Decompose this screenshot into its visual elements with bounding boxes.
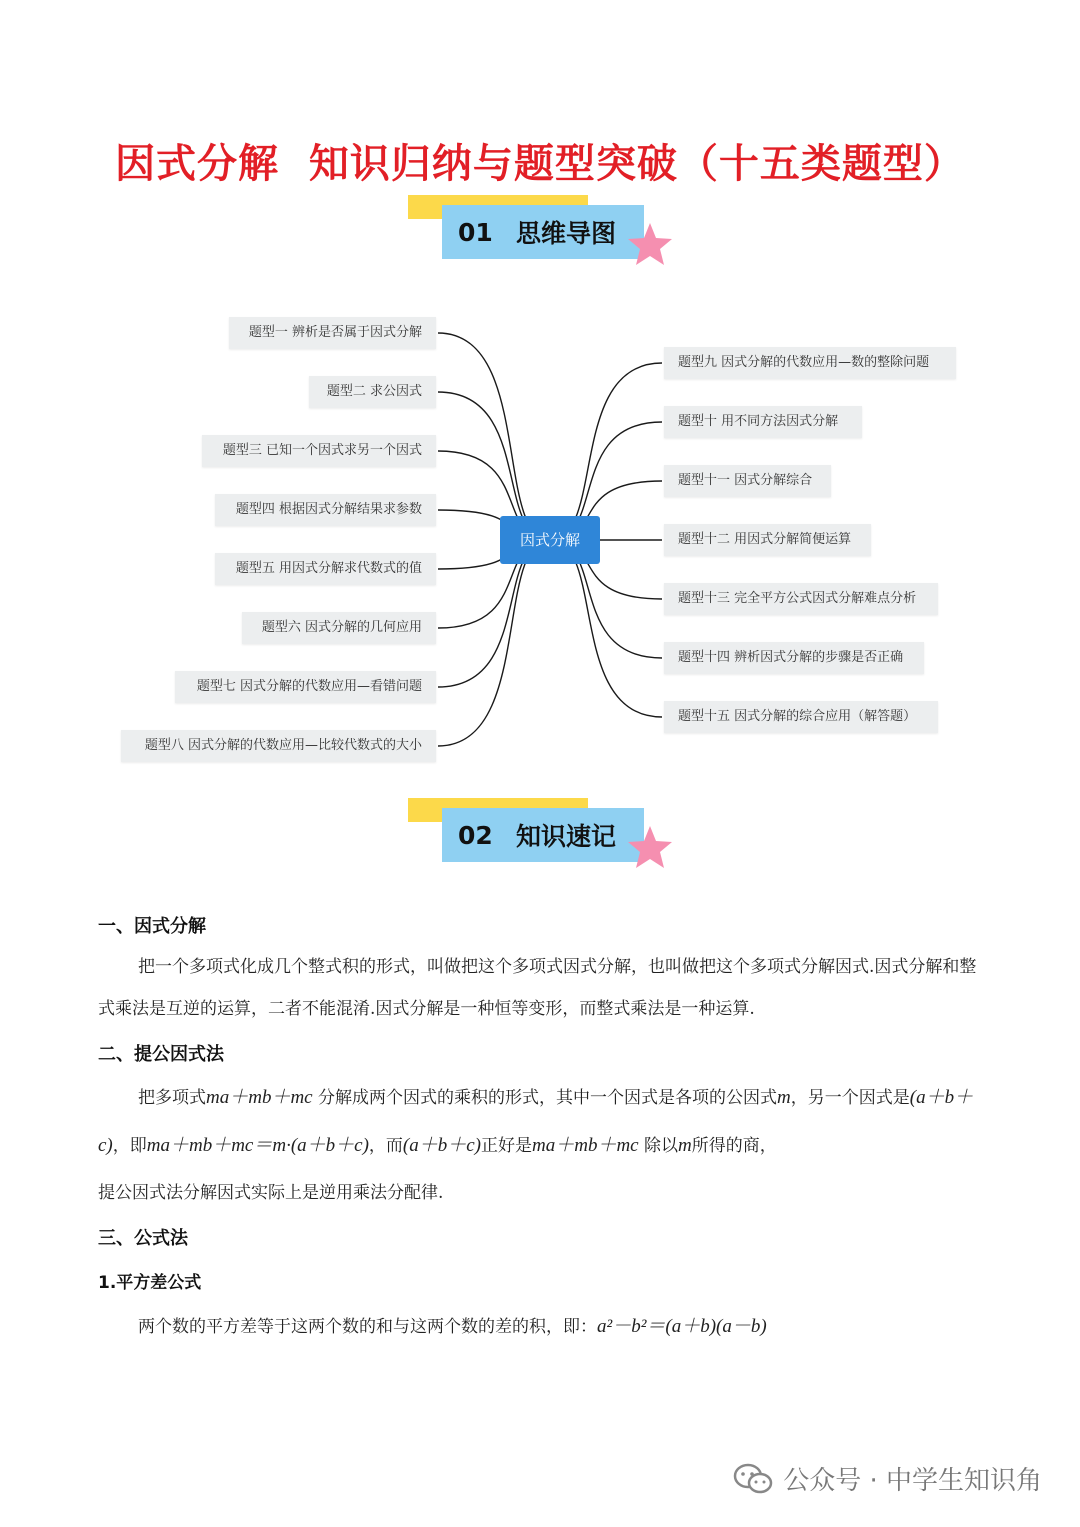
math-variable: m — [777, 1087, 791, 1108]
mind-map-node: 题型十五 因式分解的综合应用（解答题） — [664, 701, 938, 733]
banner-blue-box — [442, 205, 644, 259]
math-expression: ma＋mb＋mc — [532, 1135, 639, 1156]
paragraph-common-factor — [98, 1074, 988, 1170]
wechat-icon — [733, 1463, 773, 1495]
text: 所得的商， — [691, 1136, 777, 1156]
document-title: 因式分解 知识归纳与题型突破（十五类题型） — [115, 141, 965, 187]
footer-text: 公众号 · 中学生知识角 — [783, 1466, 1042, 1496]
mind-map-node: 题型十四 辨析因式分解的步骤是否正确 — [664, 642, 924, 674]
heading-difference-of-squares: 1.平方差公式 — [98, 1273, 202, 1293]
banner-blue-box — [442, 808, 644, 862]
math-expression: (a＋b＋c) — [402, 1135, 482, 1156]
math-formula: a²－b²＝(a＋b)(a－b) — [597, 1316, 767, 1337]
section-banner-knowledge — [408, 798, 668, 888]
mind-map-node: 题型十 用不同方法因式分解 — [664, 406, 862, 438]
section-label: 知识速记 — [516, 822, 617, 851]
heading-common-factor: 二、提公因式法 — [98, 1044, 224, 1065]
mind-map-node: 题型八 因式分解的代数应用—比较代数式的大小 — [121, 730, 436, 762]
heading-factorization: 一、因式分解 — [98, 916, 206, 937]
mind-map-node: 题型十二 用因式分解简便运算 — [664, 524, 871, 556]
mind-map-node: 题型十三 完全平方公式因式分解难点分析 — [664, 583, 938, 615]
star-icon — [626, 221, 674, 267]
mind-map-node: 题型六 因式分解的几何应用 — [242, 612, 436, 644]
text: ，另一个因 — [790, 1088, 876, 1108]
connector-line — [438, 540, 550, 746]
mind-map-center-node: 因式分解 — [500, 516, 600, 564]
mind-map-node: 题型二 求公因式 — [309, 376, 436, 408]
paragraph-difference-of-squares — [138, 1306, 988, 1348]
section-banner-mindmap — [408, 195, 668, 285]
connector-line — [550, 363, 662, 540]
text: 除以 — [638, 1136, 679, 1156]
text: 式是 — [875, 1088, 910, 1108]
paragraph-factorization: 把一个多项式化成几个整式积的形式，叫做把这个多项式因式分解，也叫做把这个多项式分解因式.因式分解和整式乘法是互逆的运算，二者不能混淆.因式分解是一种恒等变形，而整式乘法是一种运算. — [98, 957, 977, 1019]
math-expression: ma＋mb＋mc — [206, 1087, 313, 1108]
paragraph-common-factor-note: 提公因式法分解因式实际上是逆用乘法分配律. — [98, 1183, 444, 1203]
text: 正好是 — [481, 1136, 533, 1156]
mind-map-node: 题型四 根据因式分解结果求参数 — [215, 494, 436, 526]
footer-watermark — [733, 1460, 1042, 1497]
text: 分解成两个因式的乘积的形式，其中一个因式是各项的公因式 — [312, 1088, 778, 1108]
star-icon — [626, 824, 674, 870]
mind-map-node: 题型十一 因式分解综合 — [664, 465, 831, 497]
mind-map — [0, 300, 1080, 780]
text: 把多项式 — [138, 1088, 206, 1108]
connector-line — [550, 540, 662, 717]
math-expression: (a＋b＋c) — [98, 1087, 974, 1156]
text: 两个数的平方差等于这两个数的和与这两个数的差的积，即： — [138, 1317, 597, 1337]
text: ，即 — [112, 1136, 147, 1156]
connector-line — [438, 333, 550, 540]
mind-map-node: 题型九 因式分解的代数应用—数的整除问题 — [664, 347, 956, 379]
mind-map-node: 题型七 因式分解的代数应用—看错问题 — [175, 671, 436, 703]
math-variable: m — [678, 1135, 692, 1156]
mind-map-node: 题型一 辨析是否属于因式分解 — [229, 317, 436, 349]
section-number: 01 — [458, 217, 493, 247]
mind-map-node: 题型三 已知一个因式求另一个因式 — [202, 435, 436, 467]
mind-map-node: 题型五 用因式分解求代数式的值 — [215, 553, 436, 585]
math-expression: ma＋mb＋mc＝m·(a＋b＋c) — [146, 1135, 369, 1156]
text: ，而 — [368, 1136, 403, 1156]
section-number: 02 — [458, 820, 493, 850]
heading-formula-method: 三、公式法 — [98, 1228, 188, 1249]
section-label: 思维导图 — [516, 219, 617, 248]
